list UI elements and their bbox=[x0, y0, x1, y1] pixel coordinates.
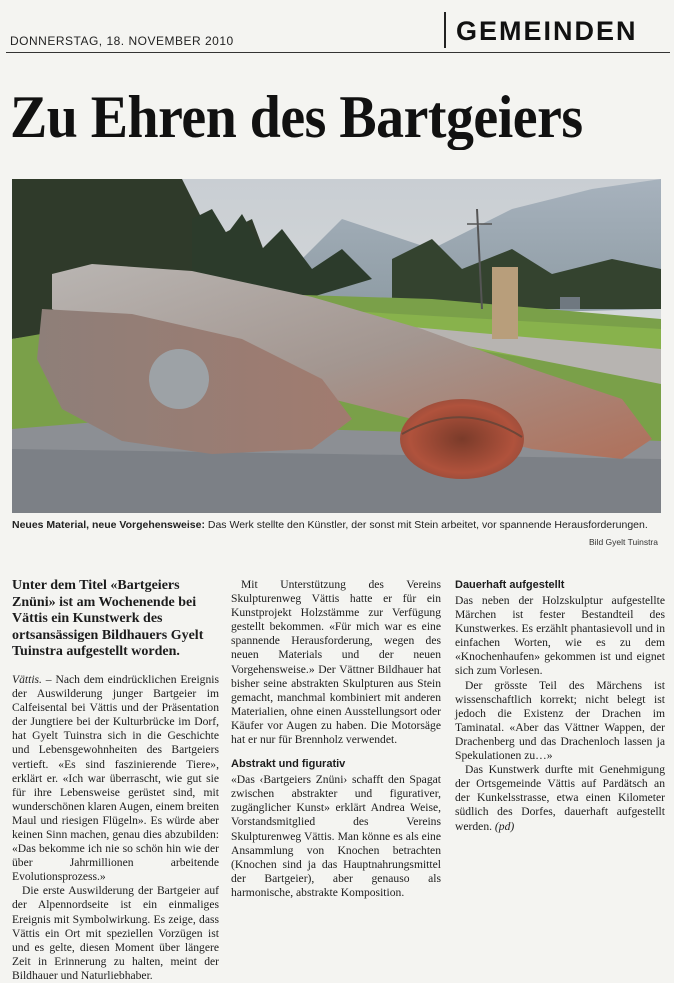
paragraph-2: Die erste Auswilderung der Bartgeier auf der Alpennordseite ist ein einmaliges Ereignis mit Symbolwirkung. Es zeige, dass Vättis ein Ort mit speziellen Vorzügen ist und es gelte, diesen Moment über längere Zeit in Erinnerung zu halten, meint der Bildhauer und Naturliebhaber. bbox=[12, 884, 219, 982]
sculpture-photo-illustration bbox=[12, 179, 661, 513]
paragraph-1-text: – Nach dem eindrücklichen Ereignis der Auswilderung junger Bartgeier im Calfeisental bei Vättis und der Präsentation der Jungtiere bei der Kulturbrücke im Dorf, hat Gyelt Tuinstra sich in die Geschichte und Lebensgewohnheiten des Bartgeiers vertieft. «Es sind faszinierende Tiere», erklärt er. «Ich war überrascht, wie gut sie für ihre Lebensweise gerüstet sind, mit wunderschönen klaren Augen, einem breiten Maul und riesigen Flügeln». Es würde aber keinen Sinn machen, genau dies abzubilden: «Das bekomme ich nie so schön hin wie der über Jahrmillionen arbeitende Evolutionsprozess.» bbox=[12, 672, 220, 884]
header-rule bbox=[6, 52, 670, 53]
photo-credit: Bild Gyelt Tuinstra bbox=[589, 537, 658, 547]
section-title: GEMEINDEN bbox=[444, 12, 674, 48]
paragraph-6: Der grösste Teil des Märchens ist wissenschaftlich korrekt; nicht belegt ist jedoch die Existenz der Drachen im Taminatal. «Aber das Vättner Wappen, der Drachenberg und das Drachenloch lassen ja Spekulationen zu…» bbox=[455, 678, 665, 763]
subhead-abstrakt: Abstrakt und figurativ bbox=[231, 758, 346, 771]
paragraph-3: Mit Unterstützung des Vereins Skulpturenweg Vättis hatte er für ein Kunstprojekt Holzstämme zur Verfügung gestellt bekommen. «Für mich war es eine spannende Herausforderung, wegen des neuen Materials und der neuen Vorgehensweise.» Der Vättner Bildhauer hat bisher seine abstrakten Skulpturen aus Stein gemacht, manchmal kombiniert mit anderen Materialien, ohne einen Ausstellungsort oder Käufer vor Augen zu haben. Die Motorsäge hat er nur für Brennholz verwendet. bbox=[231, 578, 441, 747]
caption-text: Das Werk stellte den Künstler, der sonst mit Stein arbeitet, vor spannende Herausforderungen. bbox=[204, 519, 648, 531]
dateline-place: Vättis. bbox=[12, 672, 42, 686]
dateline: DONNERSTAG, 18. NOVEMBER 2010 bbox=[10, 34, 234, 48]
article-photo bbox=[12, 179, 661, 513]
column-1 bbox=[12, 578, 219, 983]
paragraph-5: Das neben der Holzskulptur aufgestellte Märchen ist fester Bestandteil des Kunstwerkes. Es erzählt phantasievoll und in einfachen Worten, wie es zu dem «Knochenhaufen» gekommen ist und eignet sich zum Vorlesen. bbox=[455, 594, 665, 678]
article-lead: Unter dem Titel «Bartgeiers Znüni» ist am Wochenende bei Vättis ein Kunstwerk des ortsansässigen Bildhauers Gyelt Tuinstra aufgestellt worden. bbox=[12, 578, 204, 660]
subhead-dauerhaft: Dauerhaft aufgestellt bbox=[455, 579, 565, 591]
paragraph-7 bbox=[455, 763, 665, 833]
column-3 bbox=[455, 578, 665, 834]
photo-caption bbox=[12, 518, 662, 532]
headline: Zu Ehren des Bartgeiers bbox=[10, 84, 583, 150]
paragraph-7-text: Das Kunstwerk durfte mit Genehmigung der Ortsgemeinde Vättis auf Pardätsch an der Kunkelsstrasse, etwa einen Kilometer südlich des Dorfes, dauerhaft aufgestellt werden. bbox=[455, 763, 665, 833]
caption-lead: Neues Material, neue Vorgehensweise: bbox=[12, 519, 205, 531]
author-signature: (pd) bbox=[492, 819, 515, 833]
paragraph-4: «Das ‹Bartgeiers Znüni› schafft den Spagat zwischen abstrakter und figurativer, zugänglicher Kunst» erklärt Andrea Weise, Vorstandsmitglied des Vereins Skulpturenweg Vättis. Man könne es als eine Ansammlung von Knochen betrachten (Knochen sind ja das Hauptnahrungsmittel der Bartgeier), aber genauso als harmonische, abstrakte Komposition. bbox=[231, 773, 441, 899]
paragraph-1 bbox=[12, 673, 219, 884]
column-2 bbox=[231, 578, 441, 900]
